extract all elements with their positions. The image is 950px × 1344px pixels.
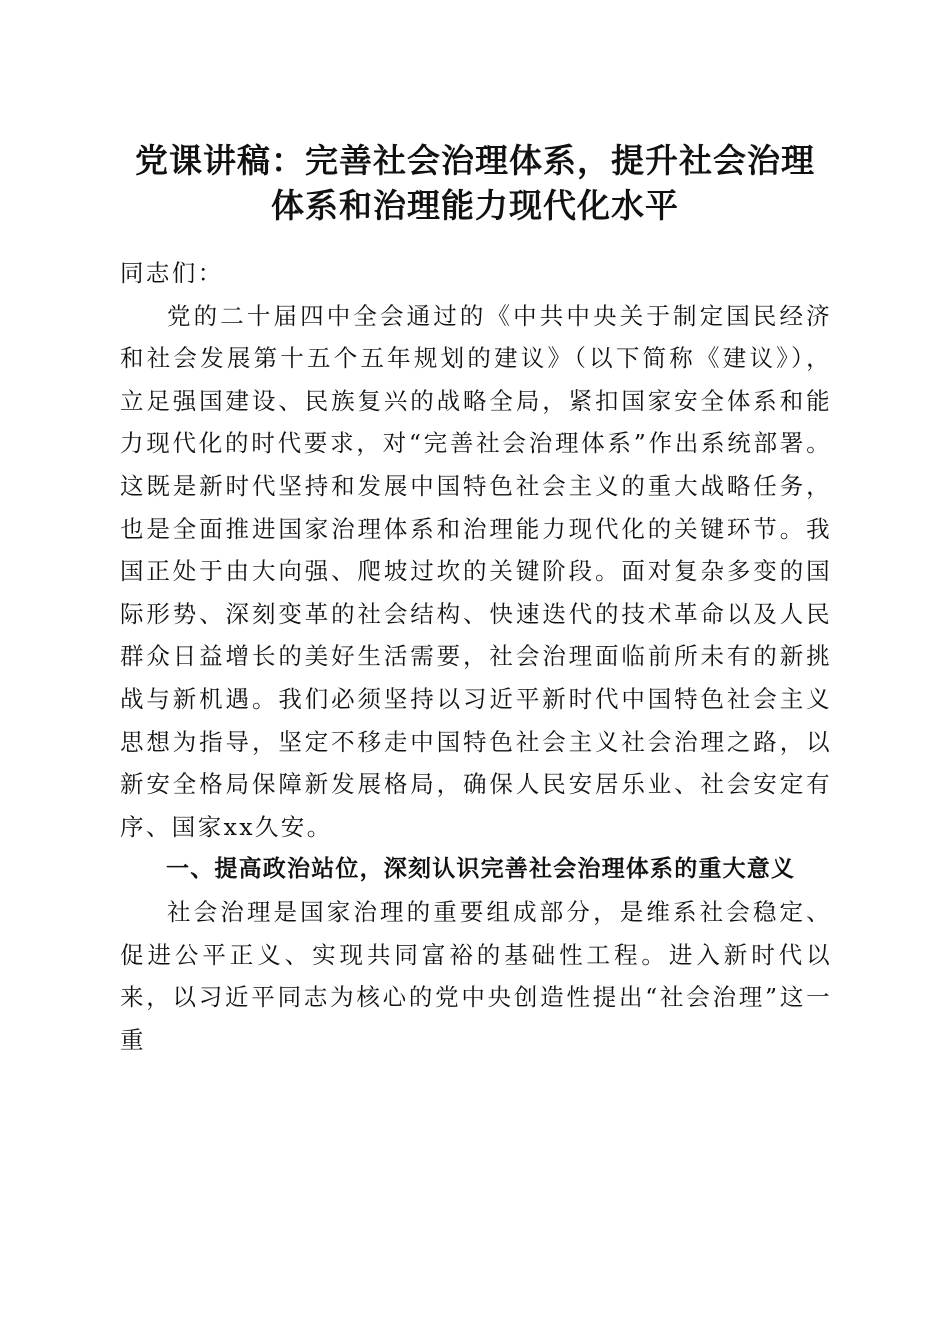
salutation: 同志们： xyxy=(120,259,224,287)
section-heading-1: 一、提高政治站位，深刻认识完善社会治理体系的重大意义 xyxy=(166,856,796,883)
paragraph-intro: 党的二十届四中全会通过的《中共中央关于制定国民经济和社会发展第十五个五年规划的建议》（以下简称《建议》），立足强国建设、民族复兴的战略全局，紧扣国家安全体系和能力现代化的时代要求，对“完善社会治理体系”作出系统部署。这既是新时代坚持和发展中国特色社会主义的重大战略任务，也是全面推进国家治理体系和治理能力现代化的关键环节。我国正处于由大向强、爬坡过坎的关键阶段。面对复杂多变的国际形势、深刻变革的社会结构、快速迭代的技术革命以及人民群众日益增长的美好生活需要，社会治理面临前所未有的新挑战与新机遇。我们必须坚持以习近平新时代中国特色社会主义思想为指导，坚定不移走中国特色社会主义社会治理之路，以新安全格局保障新发展格局，确保人民安居乐业、社会安定有序、国家xx久安。 xyxy=(120,301,832,841)
document-title xyxy=(110,138,840,228)
document-body xyxy=(120,252,832,1061)
title-line-1: 党课讲稿：完善社会治理体系，提升社会治理 xyxy=(135,141,815,180)
title-line-2: 体系和治理能力现代化水平 xyxy=(271,186,679,225)
paragraph-section-1: 社会治理是国家治理的重要组成部分，是维系社会稳定、促进公平正义、实现共同富裕的基础性工程。进入新时代以来，以习近平同志为核心的党中央创造性提出“社会治理”这一重 xyxy=(120,897,832,1054)
